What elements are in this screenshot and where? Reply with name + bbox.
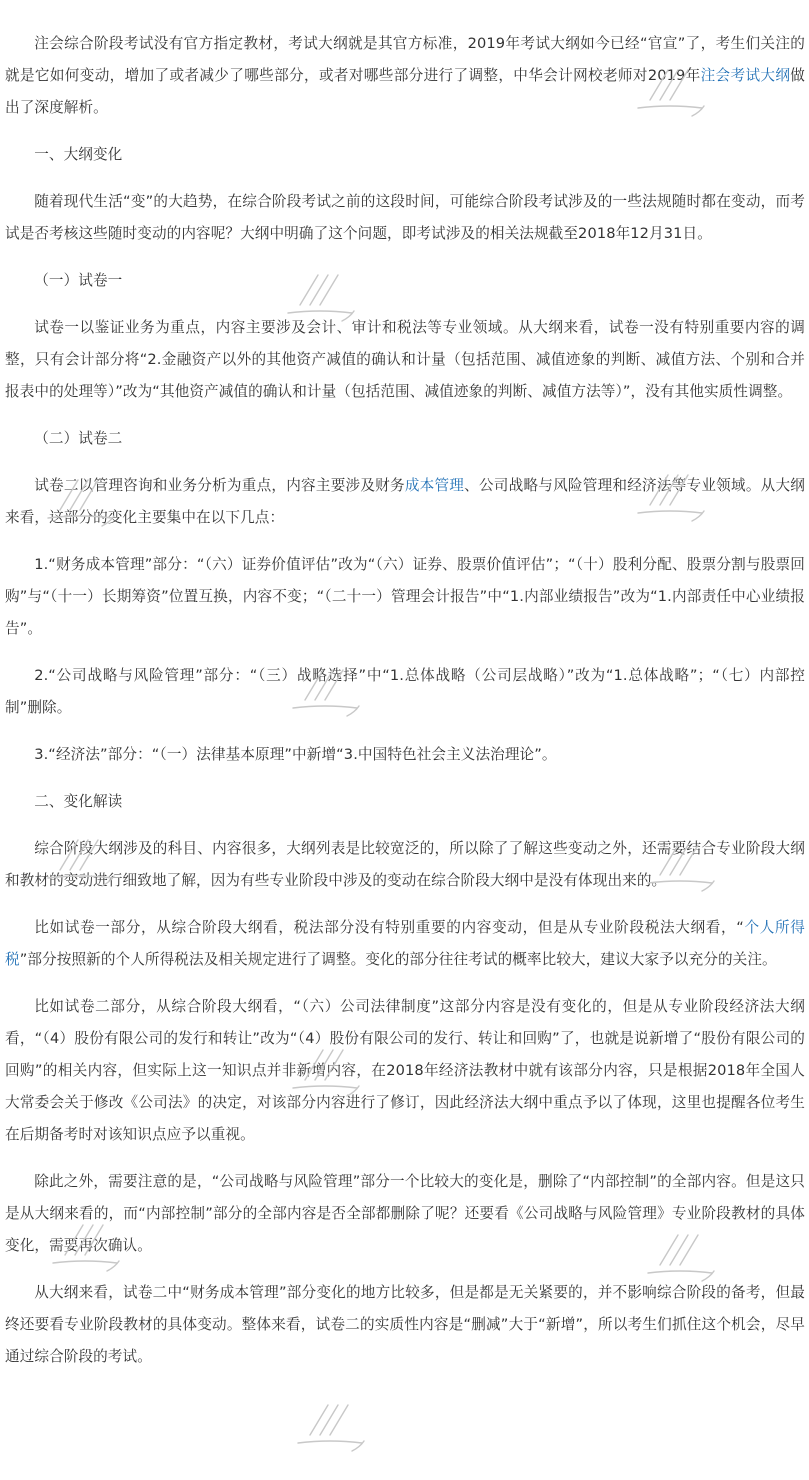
paper-two-text-start: 试卷二以管理咨询和业务分析为重点，内容主要涉及财务 xyxy=(34,477,405,494)
tax-text-start: 比如试卷一部分，从综合阶段大纲看，税法部分没有特别重要的内容变动，但是从专业阶段税法大纲看，“ xyxy=(34,919,744,936)
list-item-economic-law: 3.“经济法”部分：“（一）法律基本原理”中新增“3.中国特色社会主义法治理论”。 xyxy=(34,746,557,763)
paragraph-paper-one-tax xyxy=(5,912,805,976)
spacer xyxy=(5,976,805,991)
spacer xyxy=(5,250,805,265)
spacer xyxy=(5,171,805,186)
intro-text-start: 注会综合阶段考试没有官方指定教材，考试大纲就是其官方标准，2019年考试大纲如今已经“官宣”了，考生们关注的就是它如何变动，增加了或者减少了哪些部分，或者对哪些部分进行了调整，中华会计网校老师对2019年 xyxy=(5,35,805,84)
section-heading-syllabus-changes: 一、大纲变化 xyxy=(34,146,123,163)
intro-paragraph xyxy=(5,28,805,124)
subheading-paper-one: （一）试卷一 xyxy=(34,272,123,289)
paper-two-text-end: 、公司战略与风险管理和经济法等专业领域。从大纲来看，这部分的变化主要集中在以下几点： xyxy=(5,477,805,526)
list-item-financial-cost-management: 1.“财务成本管理”部分：“（六）证券价值评估”改为“（六）证券、股票价值评估”；“（十）股利分配、股票分割与股票回购”与“（十一）长期筹资”位置互换，内容不变；“（二十一）管理会计报告”中“1.内部业绩报告”改为“1.内部责任中心业绩报告”。 xyxy=(5,556,805,637)
paragraph-paper-two xyxy=(5,470,805,534)
paragraph-internal-control: 除此之外，需要注意的是，“公司战略与风险管理”部分一个比较大的变化是，删除了“内部控制”的全部内容。但是这只是从大纲来看的，而“内部控制”部分的全部内容是否全部都删除了呢？还要看《公司战略与风险管理》专业阶段教材的具体变化，需要再次确认。 xyxy=(5,1173,805,1254)
spacer xyxy=(5,645,805,660)
spacer xyxy=(5,818,805,833)
paragraph-paper-one: 试卷一以鉴证业务为重点，内容主要涉及会计、审计和税法等专业领域。从大纲来看，试卷一没有特别重要内容的调整，只有会计部分将“2.金融资产以外的其他资产减值的确认和计量（包括范围、减值迹象的判断、减值方法、个别和合并报表中的处理等）”改为“其他资产减值的确认和计量（包括范围、减值迹象的判断、减值方法等）”，没有其他实质性调整。 xyxy=(5,319,805,400)
paragraph-conclusion: 从大纲来看，试卷二中“财务成本管理”部分变化的地方比较多，但是都是无关紧要的，并不影响综合阶段的备考，但最终还要看专业阶段教材的具体变动。整体来看，试卷二的实质性内容是“删减”大于“新增”，所以考生们抓住这个机会，尽早通过综合阶段的考试。 xyxy=(5,1284,805,1365)
subheading-paper-two: （二）试卷二 xyxy=(34,430,123,447)
section-heading-interpretation: 二、变化解读 xyxy=(34,793,123,810)
watermark-mark xyxy=(290,1395,370,1455)
spacer xyxy=(5,124,805,139)
paragraph-interpretation-overview: 综合阶段大纲涉及的科目、内容很多，大纲列表是比较宽泛的，所以除了了解这些变动之外，还需要结合专业阶段大纲和教材的变动进行细致地了解，因为有些专业阶段中涉及的变动在综合阶段大纲中是没有体现出来的。 xyxy=(5,840,805,889)
spacer xyxy=(5,1262,805,1277)
intro-text-end: 做出了深度解析。 xyxy=(5,67,805,116)
link-individual-income-tax[interactable]: 个人所得税 xyxy=(5,919,806,968)
paragraph-regulation-cutoff: 随着现代生活“变”的大趋势，在综合阶段考试之前的这段时间，可能综合阶段考试涉及的一些法规随时都在变动，而考试是否考核这些随时变动的内容呢？大纲中明确了这个问题，即考试涉及的相关法规截至2018年12月31日。 xyxy=(5,193,805,242)
link-exam-syllabus[interactable]: 注会考试大纲 xyxy=(700,67,791,84)
paragraph-paper-two-company-law: 比如试卷二部分，从综合阶段大纲看，“（六）公司法律制度”这部分内容是没有变化的，但是从专业阶段经济法大纲看，“（4）股份有限公司的发行和转让”改为“（4）股份有限公司的发行、转让和回购”了，也就是说新增了“股份有限公司的回购”的相关内容，但实际上这一知识点并非新增内容，在2018年经济法教材中就有该部分内容，只是根据2018年全国人大常委会关于修改《公司法》的决定，对该部分内容进行了修订，因此经济法大纲中重点予以了体现，这里也提醒各位考生在后期备考时对该知识点应予以重视。 xyxy=(5,998,805,1143)
spacer xyxy=(5,897,805,912)
link-cost-management[interactable]: 成本管理 xyxy=(404,477,465,494)
spacer xyxy=(5,297,805,312)
tax-text-end: ”部分按照新的个人所得税法及相关规定进行了调整。变化的部分往往考试的概率比较大，建议大家予以充分的关注。 xyxy=(19,951,777,968)
spacer xyxy=(5,455,805,470)
spacer xyxy=(5,408,805,423)
spacer xyxy=(5,1151,805,1166)
list-item-strategy-risk-management: 2.“公司战略与风险管理”部分：“（三）战略选择”中“1.总体战略（公司层战略）”改为“1.总体战略”；“（七）内部控制”删除。 xyxy=(5,667,805,716)
spacer xyxy=(5,534,805,549)
top-spacer xyxy=(5,0,805,28)
spacer xyxy=(5,724,805,739)
spacer xyxy=(5,771,805,786)
